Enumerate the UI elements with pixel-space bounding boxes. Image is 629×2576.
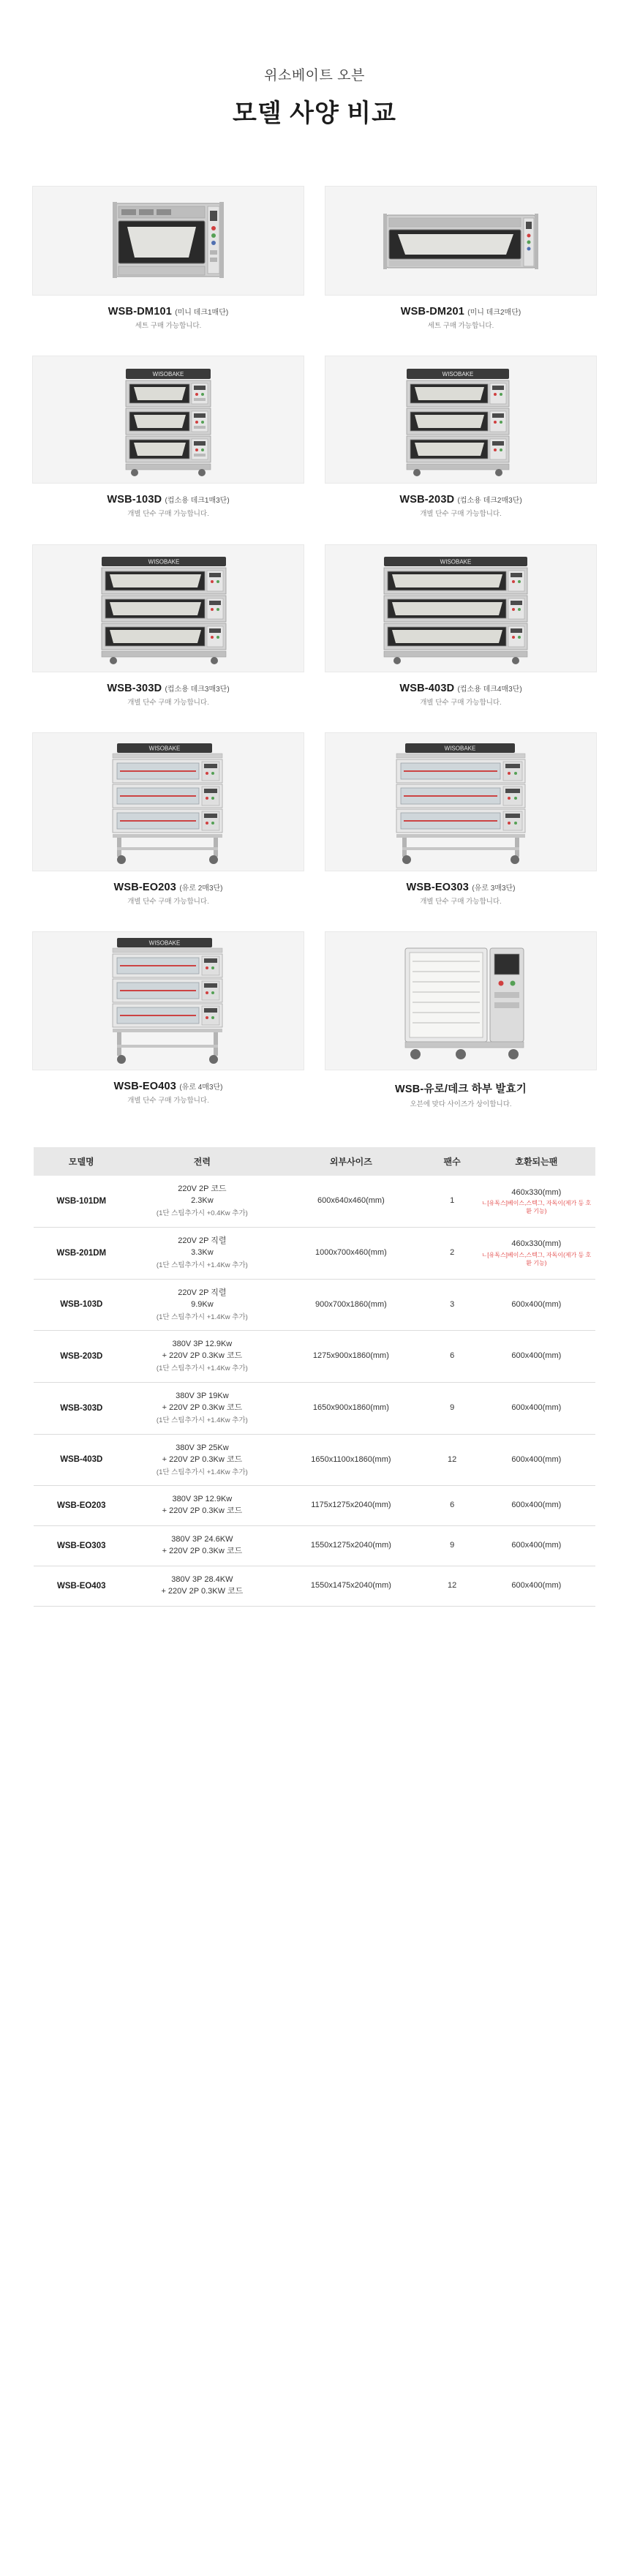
cell-power <box>129 1279 276 1331</box>
power-sub-note: (1단 스팀추가시 +1.4Kw 추가) <box>156 1416 248 1424</box>
power-line-1: 380V 3P 24.6KW <box>171 1535 233 1544</box>
svg-text:WISOBAKE: WISOBAKE <box>442 370 474 378</box>
cell-fans: 9 <box>427 1383 478 1435</box>
col-header-size: 외부사이즈 <box>275 1147 426 1176</box>
power-line-1: 220V 2P 코드 <box>178 1184 227 1194</box>
col-header-fans: 팬수 <box>427 1147 478 1176</box>
page-title: 모델 사양 비교 <box>233 99 396 127</box>
cell-size: 1175x1275x2040(mm) <box>275 1486 426 1526</box>
table-row <box>34 1279 595 1331</box>
product-name-wsb-eo303: WSB-EO303 (유로 3매3단) <box>406 881 516 893</box>
power-line-2: 9.9Kw <box>191 1299 214 1309</box>
product-caption-wsb-eo303 <box>325 882 597 906</box>
power-line-1: 220V 2P 직렬 <box>178 1288 227 1297</box>
compatible-pan-size: 600x400(mm) <box>511 1299 562 1309</box>
product-name-wsb-103d: WSB-103D (컵소용 데크1매3단) <box>107 494 230 506</box>
power-line-1: 380V 3P 12.9Kw <box>172 1495 233 1504</box>
product-note-wsb-103d: 개별 단수 구매 가능합니다. <box>127 510 209 519</box>
table-row <box>34 1383 595 1435</box>
product-image-wsb-eo403 <box>32 931 304 1070</box>
table-row <box>34 1486 595 1526</box>
cell-model: WSB-101DM <box>34 1176 129 1227</box>
product-name-wsb-303d: WSB-303D (컵소용 데크3매3단) <box>107 682 230 694</box>
cell-size: 1000x700x460(mm) <box>275 1228 426 1280</box>
cell-fans: 6 <box>427 1486 478 1526</box>
product-card-wsb-eo203[interactable] <box>22 726 314 925</box>
product-name-wsb-dm101: WSB-DM101 (미니 데크1매단) <box>108 306 229 318</box>
deck-oven-3-tier-wide-icon <box>395 361 527 478</box>
cell-fans: 9 <box>427 1526 478 1566</box>
product-note-wsb-203d: 개별 단수 구매 가능합니다. <box>420 510 502 519</box>
spec-table-container <box>22 1147 607 1650</box>
product-caption-wsb-203d <box>325 494 597 519</box>
svg-text:WISOBAKE: WISOBAKE <box>444 745 476 752</box>
product-note-wsb-dm201: 세트 구매 가능합니다. <box>427 322 494 330</box>
product-image-wsb-203d <box>325 356 597 484</box>
product-card-wsb-proofer[interactable] <box>314 925 607 1128</box>
product-card-wsb-103d[interactable] <box>22 350 314 538</box>
power-line-1: 220V 2P 직렬 <box>178 1236 227 1246</box>
cell-size: 1650x900x1860(mm) <box>275 1383 426 1435</box>
deck-oven-3-tier-widest-icon <box>377 549 545 666</box>
product-note-wsb-eo303: 개별 단수 구매 가능합니다. <box>420 897 502 906</box>
proofer-cabinet-icon <box>380 935 541 1067</box>
compatible-pan-size: 600x400(mm) <box>511 1541 562 1550</box>
product-note-wsb-eo203: 개별 단수 구매 가능합니다. <box>127 897 209 906</box>
euro-oven-4-deck-icon <box>95 934 241 1069</box>
col-header-model: 모델명 <box>34 1147 129 1176</box>
product-card-wsb-303d[interactable] <box>22 538 314 726</box>
product-card-wsb-203d[interactable] <box>314 350 607 538</box>
cell-fans: 3 <box>427 1279 478 1331</box>
cell-model: WSB-203D <box>34 1331 129 1383</box>
product-image-wsb-dm101 <box>32 186 304 296</box>
cell-model: WSB-EO203 <box>34 1486 129 1526</box>
product-name-wsb-proofer: WSB-유로/데크 하부 발효기 <box>394 1084 527 1096</box>
product-caption-wsb-dm201 <box>325 306 597 331</box>
deck-oven-3-tier-wider-icon <box>91 549 245 666</box>
power-line-2: + 220V 2P 0.3Kw 코드 <box>162 1454 243 1464</box>
cell-compatible-pan <box>478 1486 595 1526</box>
cell-power <box>129 1331 276 1383</box>
cell-compatible-pan <box>478 1526 595 1566</box>
product-name-wsb-dm201: WSB-DM201 (미니 데크2매단) <box>400 306 521 318</box>
cell-model: WSB-EO303 <box>34 1526 129 1566</box>
product-note-wsb-eo403: 개별 단수 구매 가능합니다. <box>127 1097 209 1105</box>
mini-deck-1-oven-icon <box>95 193 241 288</box>
table-row <box>34 1331 595 1383</box>
page-subtitle: 위소베이트 오븐 <box>264 68 365 83</box>
power-line-2: + 220V 2P 0.3Kw 코드 <box>162 1402 243 1412</box>
product-caption-wsb-eo203 <box>32 882 304 906</box>
cell-fans: 2 <box>427 1228 478 1280</box>
compatible-pan-size: 460x330(mm) <box>511 1187 562 1197</box>
table-row <box>34 1228 595 1280</box>
cell-size: 600x640x460(mm) <box>275 1176 426 1227</box>
product-image-wsb-proofer <box>325 931 597 1070</box>
col-header-compatible-pan: 호환되는팬 <box>478 1147 595 1176</box>
euro-oven-3-deck-icon <box>380 737 541 865</box>
table-row <box>34 1526 595 1566</box>
cell-model: WSB-403D <box>34 1434 129 1486</box>
cell-compatible-pan <box>478 1176 595 1227</box>
power-line-2: + 220V 2P 0.3Kw 코드 <box>162 1547 243 1556</box>
compatible-pan-size: 600x400(mm) <box>511 1402 562 1412</box>
col-header-power: 전력 <box>129 1147 276 1176</box>
euro-oven-2-deck-icon <box>95 737 241 865</box>
product-image-wsb-eo203 <box>32 732 304 871</box>
power-line-2: + 220V 2P 0.3Kw 코드 <box>162 1351 243 1361</box>
cell-compatible-pan <box>478 1279 595 1331</box>
product-image-wsb-dm201 <box>325 186 597 296</box>
cell-size: 1275x900x1860(mm) <box>275 1331 426 1383</box>
table-row <box>34 1434 595 1486</box>
product-note-wsb-303d: 개별 단수 구매 가능합니다. <box>127 698 209 707</box>
cell-power <box>129 1383 276 1435</box>
cell-model: WSB-303D <box>34 1383 129 1435</box>
spec-table-header-row <box>34 1147 595 1176</box>
power-line-1: 380V 3P 12.9Kw <box>172 1340 233 1349</box>
compatible-pan-size: 460x330(mm) <box>511 1239 562 1249</box>
cell-size: 1550x1475x2040(mm) <box>275 1566 426 1607</box>
cell-compatible-pan <box>478 1331 595 1383</box>
cell-power <box>129 1526 276 1566</box>
product-caption-wsb-eo403 <box>32 1081 304 1105</box>
power-line-2: + 220V 2P 0.3Kw 코드 <box>162 1506 243 1516</box>
product-card-wsb-dm201[interactable] <box>314 180 607 350</box>
product-name-wsb-eo403: WSB-EO403 (유로 4매3단) <box>113 1081 223 1093</box>
compatible-pan-size: 600x400(mm) <box>511 1351 562 1361</box>
power-line-2: 2.3Kw <box>191 1196 214 1206</box>
svg-text:WISOBAKE: WISOBAKE <box>152 370 184 378</box>
power-line-1: 380V 3P 19Kw <box>176 1392 229 1401</box>
power-sub-note: (1단 스팀추가시 +1.4Kw 추가) <box>156 1364 248 1373</box>
cell-model: WSB-201DM <box>34 1228 129 1280</box>
table-row <box>34 1176 595 1227</box>
page-header <box>0 0 629 180</box>
cell-fans: 1 <box>427 1176 478 1227</box>
cell-size: 900x700x1860(mm) <box>275 1279 426 1331</box>
compatible-pan-size: 600x400(mm) <box>511 1454 562 1464</box>
product-image-wsb-303d <box>32 544 304 672</box>
product-name-wsb-203d: WSB-203D (컵소용 데크2매3단) <box>399 494 522 506</box>
compatible-pan-size: 600x400(mm) <box>511 1501 562 1510</box>
cell-power <box>129 1176 276 1227</box>
mini-deck-2-oven-icon <box>373 200 549 281</box>
power-sub-note: (1단 스팀추가시 +1.4Kw 추가) <box>156 1261 248 1269</box>
power-sub-note: (1단 스팀추가시 +0.4Kw 추가) <box>156 1209 248 1218</box>
product-image-wsb-eo303 <box>325 732 597 871</box>
cell-size: 1550x1275x2040(mm) <box>275 1526 426 1566</box>
deck-oven-3-tier-icon <box>110 361 227 478</box>
spec-table <box>34 1147 595 1606</box>
cell-model: WSB-EO403 <box>34 1566 129 1607</box>
product-image-wsb-103d <box>32 356 304 484</box>
compatible-pan-note: ㄴ[유독스]베이스,스텍그, 자독이(제가 등 호환 기능) <box>481 1200 592 1215</box>
svg-text:WISOBAKE: WISOBAKE <box>148 745 181 752</box>
power-line-2: + 220V 2P 0.3KW 코드 <box>161 1587 244 1596</box>
cell-power <box>129 1486 276 1526</box>
product-note-wsb-403d: 개별 단수 구매 가능합니다. <box>420 698 502 707</box>
product-name-wsb-eo203: WSB-EO203 (유로 2매3단) <box>113 881 223 893</box>
power-line-1: 380V 3P 25Kw <box>176 1443 229 1452</box>
power-line-1: 380V 3P 28.4KW <box>171 1575 233 1585</box>
product-note-wsb-proofer: 오븐에 맞다 사이즈가 상이합니다. <box>410 1100 512 1109</box>
cell-power <box>129 1434 276 1486</box>
product-caption-wsb-103d <box>32 494 304 519</box>
svg-text:WISOBAKE: WISOBAKE <box>148 939 181 947</box>
compatible-pan-note: ㄴ[유독스]베이스,스텍그, 자독이(제가 등 호환 기능) <box>481 1252 592 1266</box>
power-line-2: 3.3Kw <box>191 1248 214 1258</box>
product-grid <box>22 180 607 1128</box>
spec-table-head <box>34 1147 595 1176</box>
spec-table-body <box>34 1176 595 1606</box>
cell-fans: 12 <box>427 1434 478 1486</box>
product-card-wsb-dm101[interactable] <box>22 180 314 350</box>
power-sub-note: (1단 스팀추가시 +1.4Kw 추가) <box>156 1468 248 1476</box>
power-sub-note: (1단 스팀추가시 +1.4Kw 추가) <box>156 1313 248 1321</box>
product-caption-wsb-303d <box>32 683 304 707</box>
cell-fans: 6 <box>427 1331 478 1383</box>
product-name-wsb-403d: WSB-403D (컵소용 데크4매3단) <box>399 682 522 694</box>
product-caption-wsb-proofer <box>325 1081 597 1109</box>
compatible-pan-size: 600x400(mm) <box>511 1581 562 1591</box>
product-note-wsb-dm101: 세트 구매 가능합니다. <box>135 322 202 330</box>
table-row <box>34 1566 595 1607</box>
cell-compatible-pan <box>478 1383 595 1435</box>
svg-text:WISOBAKE: WISOBAKE <box>440 558 472 566</box>
cell-compatible-pan <box>478 1434 595 1486</box>
cell-compatible-pan <box>478 1566 595 1607</box>
product-caption-wsb-dm101 <box>32 306 304 331</box>
product-card-wsb-eo303[interactable] <box>314 726 607 925</box>
product-caption-wsb-403d <box>325 683 597 707</box>
svg-text:WISOBAKE: WISOBAKE <box>148 558 180 566</box>
product-card-wsb-eo403[interactable] <box>22 925 314 1128</box>
product-image-wsb-403d <box>325 544 597 672</box>
cell-power <box>129 1566 276 1607</box>
product-card-wsb-403d[interactable] <box>314 538 607 726</box>
cell-power <box>129 1228 276 1280</box>
cell-size: 1650x1100x1860(mm) <box>275 1434 426 1486</box>
cell-fans: 12 <box>427 1566 478 1607</box>
cell-model: WSB-103D <box>34 1279 129 1331</box>
cell-compatible-pan <box>478 1228 595 1280</box>
